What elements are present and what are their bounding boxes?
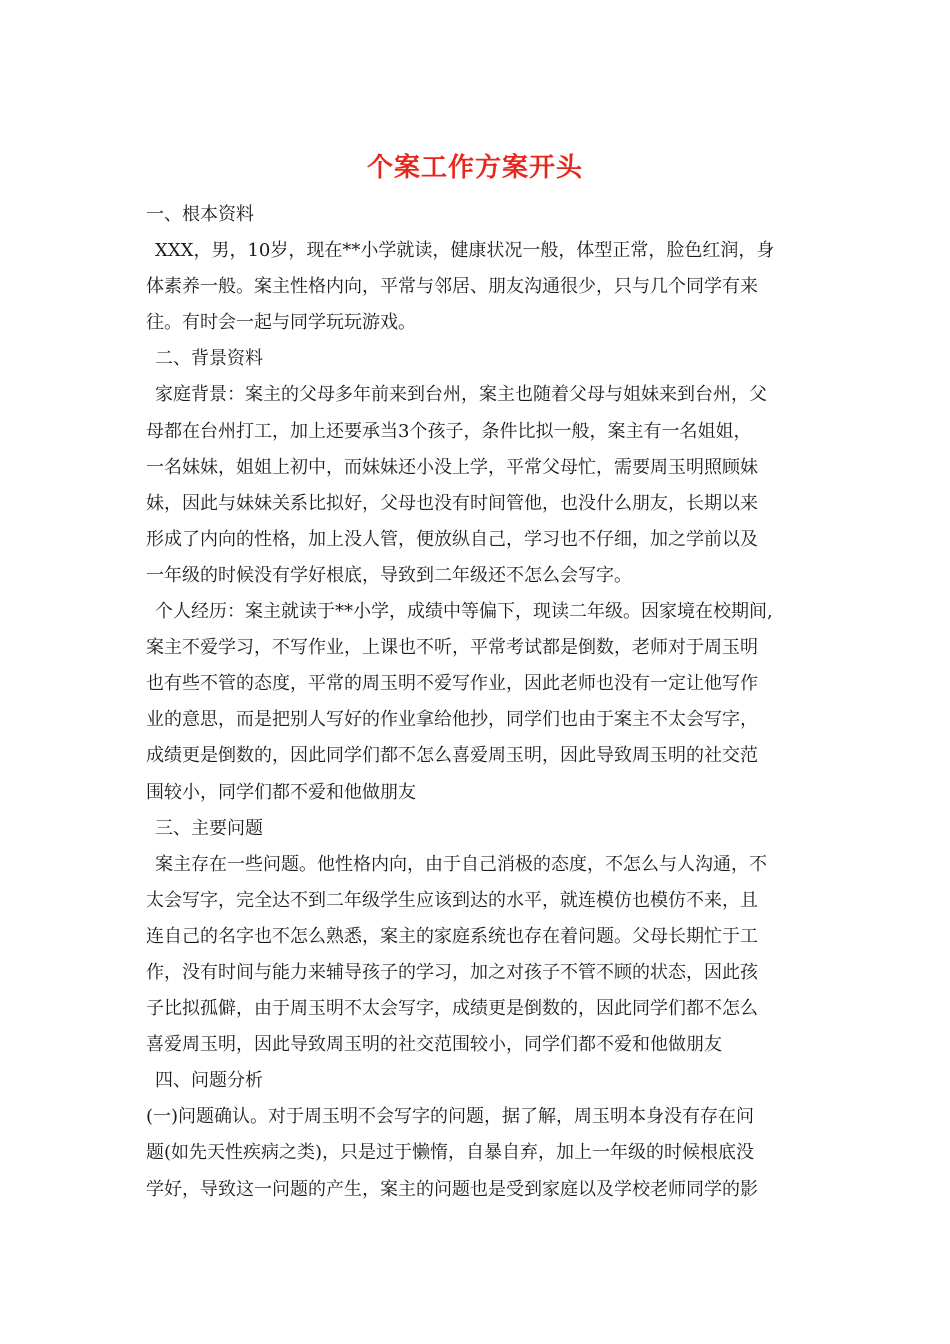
document-body [146, 197, 812, 1208]
paragraph-line: 围较小，同学们都不爱和他做朋友 [146, 781, 416, 803]
section-heading: 三、主要问题 [155, 817, 263, 839]
document-title: 个案工作方案开头 [366, 153, 583, 183]
paragraph-line: 妹，因此与妹妹关系比拟好，父母也没有时间管他，也没什么朋友，长期以来 [146, 492, 758, 514]
paragraph-line: 往。有时会一起与同学玩玩游戏。 [146, 312, 416, 334]
paragraph-line: 一年级的时候没有学好根底，导致到二年级还不怎么会写字。 [146, 564, 632, 586]
paragraph-line: 题(如先天性疾病之类)，只是过于懒惰，自暴自弃，加上一年级的时候根底没 [146, 1142, 755, 1164]
paragraph-line: 作，没有时间与能力来辅导孩子的学习，加之对孩子不管不顾的状态，因此孩 [146, 961, 758, 983]
paragraph-line: 连自己的名字也不怎么熟悉，案主的家庭系统也存在着问题。父母长期忙于工 [146, 925, 758, 947]
paragraph-line: 案主不爱学习，不写作业，上课也不听，平常考试都是倒数，老师对于周玉明 [146, 637, 758, 659]
paragraph-line: 个人经历：案主就读于**小学，成绩中等偏下，现读二年级。因家境在校期间, [155, 601, 773, 623]
paragraph-line: 子比拟孤僻，由于周玉明不太会写字，成绩更是倒数的，因此同学们都不怎么 [146, 998, 758, 1020]
paragraph-line: 家庭背景：案主的父母多年前来到台州，案主也随着父母与姐妹来到台州，父 [155, 384, 767, 406]
paragraph-line: 太会写字，完全达不到二年级学生应该到达的水平，就连模仿也模仿不来，且 [146, 889, 758, 911]
paragraph-line: XXX，男，10岁，现在**小学就读，健康状况一般，体型正常，脸色红润，身 [155, 240, 775, 262]
paragraph-line: 案主存在一些问题。他性格内向，由于自己消极的态度，不怎么与人沟通，不 [155, 853, 767, 875]
section-heading: 二、背景资料 [155, 348, 263, 370]
paragraph-line: 一名妹妹，姐姐上初中，而妹妹还小没上学，平常父母忙，需要周玉明照顾妹 [146, 456, 758, 478]
paragraph-line: 体素养一般。案主性格内向，平常与邻居、朋友沟通很少，只与几个同学有来 [146, 276, 758, 298]
section-heading: 四、问题分析 [155, 1070, 263, 1092]
paragraph-line: 形成了内向的性格，加上没人管，便放纵自己，学习也不仔细，加之学前以及 [146, 528, 758, 550]
paragraph-line: 母都在台州打工，加上还要承当3个孩子，条件比拟一般，案主有一名姐姐， [146, 420, 752, 442]
paragraph-line: (一)问题确认。对于周玉明不会写字的问题，据了解，周玉明本身没有存在问 [146, 1106, 755, 1128]
paragraph-line: 业的意思，而是把别人写好的作业拿给他抄，同学们也由于案主不太会写字， [146, 709, 758, 731]
paragraph-line: 成绩更是倒数的，因此同学们都不怎么喜爱周玉明，因此导致周玉明的社交范 [146, 745, 758, 767]
paragraph-line: 喜爱周玉明，因此导致周玉明的社交范围较小，同学们都不爱和他做朋友 [146, 1034, 722, 1056]
section-heading: 一、根本资料 [146, 204, 254, 225]
paragraph-line: 学好，导致这一问题的产生，案主的问题也是受到家庭以及学校老师同学的影 [146, 1178, 758, 1200]
paragraph-line: 也有些不管的态度，平常的周玉明不爱写作业，因此老师也没有一定让他写作 [146, 673, 758, 695]
